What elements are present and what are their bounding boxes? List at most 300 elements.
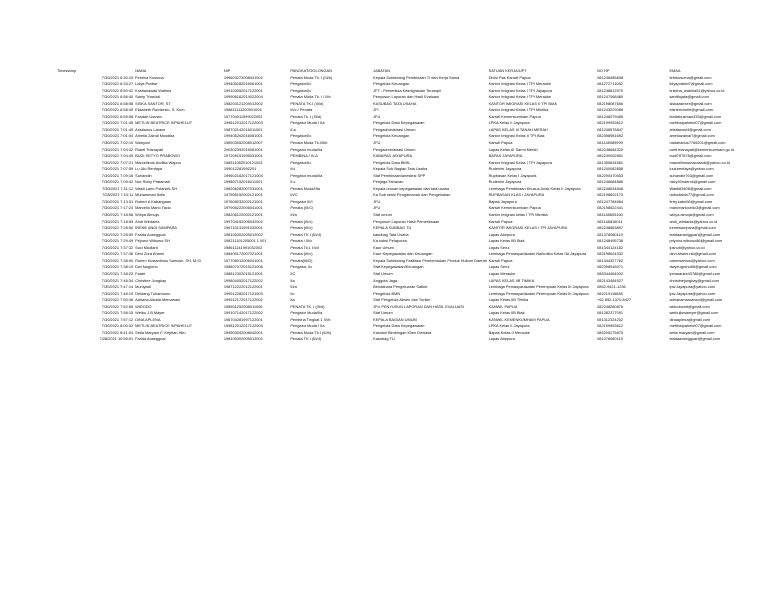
cell-nama: Rianti Trianayati: [135, 146, 164, 152]
cell-email: rizky40nderos@gmail.com: [669, 179, 716, 185]
cell-email: ranti.trianayati@kemenkumham.go.id: [669, 146, 734, 152]
cell-satuan-kerja: Lembaga Pemasyarakatan Narkotika Kelas IIA Jayapura: [488, 251, 587, 257]
cell-nip: 199804052017122002: [223, 277, 263, 283]
cell-nip: 199012281992201: [223, 166, 257, 172]
cell-no-hp: 081240082858: [597, 166, 624, 172]
cell-nip: 198812302015121001: [223, 270, 263, 276]
cell-no-hp: 081248812570: [597, 87, 624, 93]
cell-nip: 199107142017122002: [223, 310, 263, 316]
cell-no-hp: 081378080119: [597, 231, 623, 237]
cell-timestamp: 7/30/2021 7:18:56: [101, 212, 134, 218]
cell-nip: 199103052017122001: [223, 87, 263, 93]
cell-timestamp: 7/30/2021 7:04:49: [101, 153, 134, 159]
cell-nip: 197905222006041001: [223, 205, 263, 211]
cell-no-hp: 081243229086: [597, 107, 624, 113]
cell-no-hp: 085344464002: [597, 270, 624, 276]
cell-satuan-kerja: Kanwil Kemenkumham Papua: [488, 205, 541, 211]
cell-timestamp: 7/30/2021 7:18:59: [101, 218, 134, 224]
cell-jabatan: Pengelola Keuangan: [373, 81, 410, 87]
cell-pangkat-golongan: Pengatur III/I: [290, 198, 313, 204]
cell-email: lpw.Jayapura@yahoo.com: [669, 284, 716, 290]
cell-nama: Setia Maryam F. Kepitan Hitu: [135, 329, 186, 335]
cell-satuan-kerja: BAPAS JAYAPURA: [488, 153, 523, 159]
cell-timestamp: 7/30/2021 7:07:21: [101, 159, 134, 165]
cell-satuan-kerja: Divisi Pas Kanwil Papua: [488, 74, 531, 80]
cell-timestamp: 7/30/2021 8:41:04: [101, 329, 134, 335]
cell-no-hp: 082198602173: [597, 192, 624, 198]
column-header-satuan-kerja: SATUAN KERJA/UPT: [488, 68, 527, 73]
cell-pangkat-golongan: III/a: [290, 284, 297, 290]
cell-pangkat-golongan: Pengatur muda/IIa: [290, 172, 323, 178]
cell-email: setia.maryam@gmail.com: [669, 329, 715, 335]
cell-nip: 199906162014022004: [223, 94, 263, 100]
cell-nama: Farida Aosegguai: [135, 231, 166, 237]
cell-pangkat-golongan: II.a: [290, 126, 296, 132]
cell-jabatan: Penyusun Laporan Hasil Pemeriksaan: [373, 218, 440, 224]
cell-nip: 199704152006042002: [223, 218, 263, 224]
cell-no-hp: 081312324202: [597, 316, 624, 322]
cell-timestamp: 7/30/2021 7:28:50: [101, 225, 134, 231]
cell-no-hp: 082398981692: [597, 133, 624, 139]
cell-jabatan: Kaur Kepegawaian dan Keuangan: [373, 251, 433, 257]
cell-pangkat-golongan: Pengatur/IIc: [290, 81, 312, 87]
cell-email: nadahadus7766201@gmail.com: [669, 140, 726, 146]
cell-jabatan: Kaur Umum: [373, 244, 394, 250]
cell-timestamp: 7/30/2021 6:59:58: [101, 113, 134, 119]
cell-jabatan: KASUBAG TATA USAHA: [373, 100, 417, 106]
cell-nama: Dwi Nagroho: [135, 264, 158, 270]
cell-nip: 198511082010121003: [223, 159, 263, 165]
cell-satuan-kerja: Kanwil Papua: [488, 218, 513, 224]
cell-nama: Aristianus Larane: [135, 126, 166, 132]
cell-nip: 199503042008042001: [223, 329, 263, 335]
cell-no-hp: 082198624332: [597, 251, 624, 257]
cell-nama: Santy Triastuti: [135, 94, 160, 100]
cell-jabatan: JFU: [373, 198, 381, 204]
cell-jabatan: JFU: [373, 140, 381, 146]
cell-nip: 198712222012122001: [223, 284, 263, 290]
cell-satuan-kerja: LAPAS KELAS III TANAH MERAH: [488, 126, 548, 132]
cell-timestamp: 7/30/2021 7:01:45: [101, 120, 134, 126]
cell-pangkat-golongan: IIC: [290, 270, 296, 276]
cell-no-hp: 081344327762: [597, 257, 624, 263]
cell-pangkat-golongan: Pembina Tingkat 1 IV/b: [290, 316, 331, 322]
cell-timestamp: 7/30/2021 7:38:19: [101, 264, 134, 270]
cell-nama: Lidya Pratiwi: [135, 81, 158, 87]
cell-nip: 198211191205001 1 001: [223, 238, 267, 244]
cell-pangkat-golongan: IIa: [290, 277, 295, 283]
cell-jabatan: KEPALA BAGIAN UMUM: [373, 316, 417, 322]
cell-nama: Muhammad Ikdin: [135, 192, 165, 198]
cell-timestamp: 7/30/2021 6:50:42: [101, 87, 134, 93]
cell-no-hp: 082248634848: [597, 185, 624, 191]
cell-pangkat-golongan: Pengatur/IIc: [290, 87, 312, 93]
cell-nama: Wahyuni: [135, 140, 151, 146]
cell-email: elsrterichelle@gmail.com: [669, 107, 713, 113]
cell-jabatan: Pengelola Data Kepegawaian: [373, 120, 425, 126]
cell-pangkat-golongan: Penata Tk.I, III/d: [290, 244, 319, 250]
cell-jabatan: Kasubsi Bimbingan Klien Dewasa: [373, 329, 432, 335]
cell-pangkat-golongan: Pengatur Muda/IIa: [290, 310, 323, 316]
cell-nama: Marcellinus Andika Wapuu: [135, 159, 181, 165]
cell-email: faridaaosegguari@gmail.com: [669, 336, 721, 342]
cell-email: ipsnuti@yahoo.co.id: [669, 244, 705, 250]
cell-jabatan: JFU: [373, 113, 381, 119]
cell-satuan-kerja: KANTOR IMIGRASI KELAS II TPI BIAK: [488, 100, 558, 106]
cell-email: kristina_wabiria91@yahoo.co.id: [669, 87, 725, 93]
cell-jabatan: Staf umum: [373, 212, 392, 218]
cell-no-hp: 082248280876: [597, 303, 624, 309]
cell-nama: Faatri: [135, 270, 146, 276]
cell-satuan-kerja: KANWIL KEMENKUMHAM PAPUA: [488, 316, 550, 322]
cell-timestamp: 7/30/2021 8:00:32: [101, 323, 134, 329]
cell-pangkat-golongan: Penata TK I (III/d): [290, 231, 321, 237]
cell-pangkat-golongan: Penata(III/D): [290, 257, 313, 263]
cell-pangkat-golongan: Pengatur/IIc: [290, 159, 312, 165]
cell-jabatan: Staf Umum: [373, 310, 393, 316]
response-table: [56, 68, 756, 343]
cell-timestamp: 7/30/2021 7:28:50: [101, 231, 134, 237]
cell-no-hp: 082199953612: [597, 323, 624, 329]
cell-nip: 198501252008011006: [223, 303, 263, 309]
cell-no-hp: +62 852-1370-8427: [597, 297, 632, 303]
cell-timestamp: 7/30/2021 7:11:12: [102, 185, 134, 191]
cell-nama: Devi Zora Ahami: [135, 251, 164, 257]
cell-pangkat-golongan: Penata Muda Tk.I/IIIb: [290, 140, 328, 146]
cell-timestamp: 7/30/2021 7:37:32: [101, 244, 134, 250]
cell-timestamp: 7/30/2021 7:38:00: [101, 257, 134, 263]
cell-jabatan: Staf Pembinaan/anestesi SPP: [373, 172, 426, 178]
cell-nama: Priyono Wibowo,SH: [135, 238, 170, 244]
cell-satuan-kerja: LPKA Kelas II Jayapura: [488, 120, 530, 126]
cell-pangkat-golongan: Penata TK I (III/d): [290, 336, 321, 342]
column-header-pangkat-golongan: PANGKAT/GOLONGAN: [290, 68, 332, 73]
cell-nama: SISKA SANTOR, ST: [135, 100, 171, 106]
cell-email: ipmarauke43786@gmail.com: [669, 270, 721, 276]
cell-no-hp: 081272711082: [597, 81, 623, 87]
cell-nip: 200302092016081001: [223, 146, 263, 152]
cell-nama: Kristianawati Wabiria: [135, 87, 172, 93]
cell-timestamp: 7/28/2021 10:55:51: [99, 336, 134, 342]
column-header-timestamp: Timestamp: [57, 68, 77, 73]
cell-pangkat-golongan: Pengatur Muda / IIa: [290, 120, 325, 126]
cell-email: budi787878@gmail.com: [669, 153, 712, 159]
cell-email: lidyapratiwi7@gmail.com: [669, 81, 713, 87]
cell-jabatan: Bendahara Pengeluaran Satker: [373, 284, 428, 290]
cell-nip: 199603272008041002: [223, 74, 263, 80]
cell-no-hp: 085205275875: [597, 329, 624, 335]
cell-satuan-kerja: Bapas Kelas II Merauke: [488, 329, 530, 335]
cell-no-hp: 0852-9421-1236: [597, 284, 626, 290]
cell-jabatan: JFI: [373, 107, 379, 113]
cell-timestamp: 7/30/2021 7:07:59: [101, 166, 134, 172]
cell-satuan-kerja: Lapas Serui: [488, 264, 510, 270]
cell-jabatan: Pengadministrasi Umum: [373, 126, 416, 132]
cell-nama: Wasti Lann Polanlek,SH: [135, 185, 177, 191]
cell-email: siskaasexer@gmail.com: [669, 100, 712, 106]
cell-satuan-kerja: Kantor Imigrasi Kelas I TPI Merauke: [488, 94, 552, 100]
cell-nama: Suhandin: [135, 172, 152, 178]
cell-satuan-kerja: Lembaga Pembinaan Khusus Anak Kelas II Jayapura: [488, 185, 581, 191]
cell-nama: BUDI SETYO PRABOWO: [135, 153, 181, 159]
cell-email: devi.ahami.nkl@gmail.com: [669, 251, 717, 257]
cell-jabatan: Pengelola Data BMN: [373, 159, 410, 165]
cell-satuan-kerja: Rupbasan Kelas I Jayapura: [488, 172, 537, 178]
cell-timestamp: 7/30/2021 7:57:12: [101, 316, 134, 322]
cell-nip: 197209151995031001: [223, 153, 263, 159]
cell-nip: 197608032002121001: [223, 198, 263, 204]
cell-email: fandahusman333@gmail.com: [669, 113, 722, 119]
cell-jabatan: JFU PENYUSUN LAPORAN DAN HASIL EVALUASI: [373, 303, 464, 309]
cell-no-hp: 081378080119: [597, 336, 623, 342]
cell-jabatan: Ka Sub seksi Pengamanan dan Pengeloalan: [373, 192, 451, 198]
cell-timestamp: 7/30/2021 7:48:19: [101, 290, 134, 296]
cell-jabatan: Pengadministrasi Umum: [373, 146, 416, 152]
cell-jabatan: Staf Kepegawaian/Keuangan: [373, 264, 424, 270]
cell-jabatan: Penjaga Tahanan: [373, 179, 404, 185]
cell-no-hp: 081344124182: [597, 244, 624, 250]
cell-nip: 196710131991032001: [223, 225, 263, 231]
cell-nip: 199405282016061001: [223, 81, 263, 87]
column-header-jabatan: JABATAN: [373, 68, 391, 73]
cell-nama: METLIN BEATRICE SIPAHELUT: [135, 120, 193, 126]
cell-email: fetry.kabn08@gmail.com: [669, 198, 713, 204]
cell-no-hp: 081248485848: [597, 74, 624, 80]
cell-no-hp: 081148089999: [597, 140, 623, 146]
cell-jabatan: Kepala Sub Bagian Tata Usaha: [373, 166, 428, 172]
cell-no-hp: 081247784684: [597, 198, 624, 204]
cell-pangkat-golongan: IIc: [290, 290, 295, 296]
cell-nama: Nur Rizky Pratamah: [135, 179, 170, 185]
column-header-email: EMAIL: [669, 68, 682, 73]
cell-nama: Farida Aosegguai: [135, 336, 166, 342]
cell-email: priyono.wibowo86@gmail.com: [669, 238, 723, 244]
cell-satuan-kerja: Lembaga Pemasyarakatan Perempuan Kelas III Jayapura: [488, 284, 589, 290]
cell-email: suhandin763@gmail.com: [669, 172, 714, 178]
cell-timestamp: 7/30/2021 7:13:31: [101, 198, 134, 204]
cell-pangkat-golongan: III/C: [290, 192, 298, 198]
cell-timestamp: 7/30/2021 7:37:46: [101, 251, 134, 257]
cell-nama: Deidang Tuhamooru: [135, 290, 171, 296]
cell-timestamp: 7/30/2021 6:33:27: [101, 81, 134, 87]
cell-pangkat-golongan: PEMBINA / IV.A: [290, 153, 318, 159]
cell-satuan-kerja: Lapas Abepura: [488, 231, 515, 237]
cell-nip: 197708012006041001: [223, 257, 263, 263]
cell-timestamp: 7/30/2021 7:04:32: [101, 146, 134, 152]
cell-nip: 198807072015121006: [223, 264, 263, 270]
cell-nama: Robert A Kabangaan: [135, 198, 172, 204]
cell-pangkat-golongan: Penata (III/c): [290, 251, 313, 257]
spreadsheet: [56, 68, 756, 343]
cell-pangkat-golongan: PENATA TK.I (III/d): [290, 100, 324, 106]
cell-satuan-kerja: Rudenim Jayapura: [488, 166, 522, 172]
cell-email: dwyeugroho86@gmail.com: [669, 264, 717, 270]
cell-satuan-kerja: Kantor Imigrasi Kelas I TPI Merauke: [488, 81, 552, 87]
cell-no-hp: 082199953612: [597, 120, 624, 126]
cell-jabatan: KABAPAS JAYAPURA: [373, 153, 413, 159]
cell-nama: Amelia Zainal Musdika: [135, 133, 175, 139]
cell-no-hp: 081148816011: [597, 218, 623, 224]
cell-nama: Fandah Usman: [135, 113, 162, 119]
cell-nama: Muniyadi: [135, 284, 151, 290]
cell-email: metlinsipahelut07@gmail.com: [669, 120, 722, 126]
cell-timestamp: 7/30/2021 7:09:42: [101, 179, 134, 185]
cell-email: ridhwilahin77@gmail.com: [669, 192, 714, 198]
cell-no-hp: 082219116689: [597, 290, 623, 296]
cell-pangkat-golongan: Penata (III/c): [290, 225, 313, 231]
cell-pangkat-golongan: Penata Muda Tk.I (III/b): [290, 329, 332, 335]
cell-nama: METLIN BEATRICE SIPAHELUT: [135, 323, 193, 329]
cell-nama: Welbu J.B Mayer: [135, 310, 165, 316]
cell-jabatan: Kepala urusan kepegawaian dan tata usaha: [373, 185, 450, 191]
cell-no-hp: 081355634581: [597, 159, 624, 165]
cell-pangkat-golongan: III/c / Penata: [290, 107, 313, 113]
cell-pangkat-golongan: III/a: [290, 212, 297, 218]
cell-nama: Lu Ulu Renfaya: [135, 166, 162, 172]
cell-satuan-kerja: KANWIL PAPUA: [488, 303, 518, 309]
cell-no-hp: 081247068480: [597, 94, 624, 100]
cell-nama: WIDODO: [135, 303, 152, 309]
cell-email: dinaaplena@gmail.com: [669, 316, 711, 322]
column-header-nip: NIP: [223, 68, 231, 73]
cell-timestamp: 7/30/2021 7:01:54: [101, 133, 134, 139]
cell-pangkat-golongan: PENATA TK. I (III/d): [290, 303, 325, 309]
cell-email: santtiojata@gmail.com: [669, 94, 709, 100]
cell-timestamp: 7/30/2021 6:56:40: [101, 94, 134, 100]
cell-nip: 198611141991032002: [223, 244, 263, 250]
cell-no-hp: 082248684320: [597, 146, 624, 152]
cell-nip: 199405262016061001: [223, 133, 263, 139]
cell-satuan-kerja: Lapas Kelas IIB Biak: [488, 310, 525, 316]
cell-no-hp: 082198622441: [597, 205, 624, 211]
cell-satuan-kerja: Kanwil Papua: [488, 140, 513, 146]
cell-nip: 199602162017121004: [223, 172, 263, 178]
table-row: [56, 336, 756, 343]
cell-email: marcmariocello3@gmail.com: [669, 205, 720, 211]
cell-nip: 198702142016011001: [223, 126, 263, 132]
cell-jabatan: Anggota Jaga: [373, 277, 398, 283]
cell-satuan-kerja: Rudenim Jayapura: [488, 179, 522, 185]
cell-jabatan: Kepala Subbidang Pembinaan TI dan Kerja Sama: [373, 74, 460, 80]
cell-satuan-kerja: Kantor Imigrasi kelas I TPI Mimika: [488, 212, 548, 218]
cell-nama: Suci Mudiarti: [135, 244, 158, 250]
cell-satuan-kerja: LPKA Kelas II Jayapura: [488, 323, 530, 329]
cell-satuan-kerja: Kantor Imigrasi Kelas II TPI Biak: [488, 133, 545, 139]
cell-pangkat-golongan: Penata (III/c): [290, 218, 313, 224]
cell-nip: 198811111200901004: [223, 107, 262, 113]
cell-pangkat-golongan: Penata Muda Tk. I / IIIb: [290, 94, 331, 100]
cell-nama: Marcello Mario Tacio: [135, 205, 171, 211]
cell-nip: 198206282007031001: [223, 185, 263, 191]
cell-jabatan: kasubag Tata Usaha: [373, 231, 409, 237]
cell-no-hp: 082240002851: [597, 153, 624, 159]
cell-jabatan: Kasubag TU: [373, 336, 395, 342]
cell-nip: 199812012017122003: [223, 323, 263, 329]
cell-no-hp: 082143484927: [597, 277, 624, 283]
cell-nip: 198409172007021001: [223, 251, 263, 257]
cell-email: adrianamamanani@gmail.com: [669, 297, 723, 303]
cell-email: Wasti83408@gmail.com: [669, 185, 712, 191]
cell-email: rubensamosi@yahoo.com: [669, 257, 715, 263]
cell-pangkat-golongan: IId: [290, 166, 295, 172]
cell-satuan-kerja: Bapas Jayapura: [488, 198, 517, 204]
cell-no-hp: 081248495738: [597, 238, 624, 244]
cell-jabatan: Pengelola Keuangan: [373, 133, 410, 139]
cell-pangkat-golongan: Pengatur Muda / IIa: [290, 323, 325, 329]
cell-jabatan: Pengelola BMN: [373, 290, 401, 296]
cell-jabatan: JFT - Pemeriksa Keimigrasian Terampil: [373, 87, 441, 93]
cell-jabatan: Staf Umum: [373, 270, 393, 276]
cell-nama: Christine Jongkay: [135, 277, 167, 283]
cell-satuan-kerja: Lembaga Pemasyarakatan Perempuan Kelas III Jayapura: [488, 290, 589, 296]
cell-pangkat-golongan: Penata (III/C): [290, 205, 314, 211]
cell-no-hp: 081282377091: [597, 310, 624, 316]
cell-satuan-kerja: Kantor Imigrasi Kelas I TPI Jayapura: [488, 87, 552, 93]
cell-nama: Andi Wirdania: [135, 218, 160, 224]
cell-no-hp: 081248578847: [597, 126, 624, 132]
cell-email: widodoxmt@gmail.com: [669, 303, 710, 309]
cell-timestamp: 7/30/2021 6:58:58: [101, 100, 134, 106]
cell-satuan-kerja: Lapas Serui: [488, 244, 510, 250]
cell-jabatan: Staf Pengelola Absen dan Tunkin: [373, 297, 431, 303]
cell-nip: 198105302005012002: [223, 231, 263, 237]
cell-satuan-kerja: Lapas Kelas III Sarmi Merah: [488, 146, 538, 152]
cell-timestamp: 7/30/2021 7:09:16: [101, 172, 134, 178]
cell-satuan-kerja: KANTOR IMIGRASI KELAS I TPI JAYAPURA: [488, 225, 568, 231]
column-header-no-hp: NO HP: [597, 68, 610, 73]
cell-satuan-kerja: Lapas Kelas IIB Timika: [488, 297, 529, 303]
cell-nip: 198704281997122001: [223, 316, 263, 322]
cell-timestamp: 7/30/2021 7:38:22: [101, 270, 134, 276]
cell-pangkat-golongan: Pengatur/IIc: [290, 133, 312, 139]
cell-nip: 197505152002121001: [223, 192, 263, 198]
cell-satuan-kerja: RUPBASAN KLAS I JAYAPURA: [488, 192, 545, 198]
cell-nama: DINA APLENA: [135, 316, 161, 322]
cell-pangkat-golongan: Penata / III/c: [290, 238, 313, 244]
cell-satuan-kerja: Lapas Merauke: [488, 270, 516, 276]
cell-no-hp: 082198087656: [597, 100, 624, 106]
cell-email: metlinsipahelut07@gmail.com: [669, 323, 722, 329]
cell-email: aristianusl4@gmail.com: [669, 126, 711, 132]
cell-timestamp: 7/28/2021 7:10:11: [102, 192, 134, 198]
cell-pangkat-golongan: IIa: [290, 297, 295, 303]
cell-satuan-kerja: Lapas Kelas IIB Biak: [488, 238, 525, 244]
cell-email: febrkusuma@gmail.com: [669, 74, 712, 80]
cell-timestamp: 7/30/2021 7:58:15: [101, 310, 134, 316]
cell-nip: 197704011999022002: [223, 113, 263, 119]
column-header-nama: NAMA: [135, 68, 147, 73]
cell-nip: 199912172017122002: [223, 297, 263, 303]
cell-timestamp: 7/30/2021 7:50:46: [101, 297, 134, 303]
cell-nama: Ruben Kostantinus Samosir, SH, M.Si: [135, 257, 201, 263]
cell-nip: 198903052008012007: [223, 140, 263, 146]
cell-nip: 198206122002121001: [223, 212, 263, 218]
cell-timestamp: 7/30/2021 7:01:49: [101, 126, 134, 132]
cell-jabatan: Kepala Subbidang Fasilitasi Pembentukan Produk Hukum Daerah: [373, 257, 487, 263]
cell-jabatan: Pengelola Data Kepegawaian: [373, 323, 425, 329]
cell-satuan-kerja: Kantor Imigrasi Kelas I TPI Mimika: [488, 107, 549, 113]
cell-no-hp: 081248079485: [597, 113, 624, 119]
cell-jabatan: Penyusun Laporan dan Hasil Evaluasi: [373, 94, 439, 100]
cell-pangkat-golongan: Penata Muda/IIIa: [290, 185, 320, 191]
cell-no-hp: 081148605160: [597, 212, 623, 218]
cell-nip: 198203121209012002: [223, 100, 263, 106]
cell-no-hp: 082398516071: [597, 264, 624, 270]
cell-email: andi_wirdania@yahoo.co.id: [669, 218, 718, 224]
cell-no-hp: 082290470553: [597, 172, 624, 178]
cell-email: faridaaosegguari@gmail.com: [669, 231, 721, 237]
cell-jabatan: KEPALA SUBBAG TU: [373, 225, 412, 231]
